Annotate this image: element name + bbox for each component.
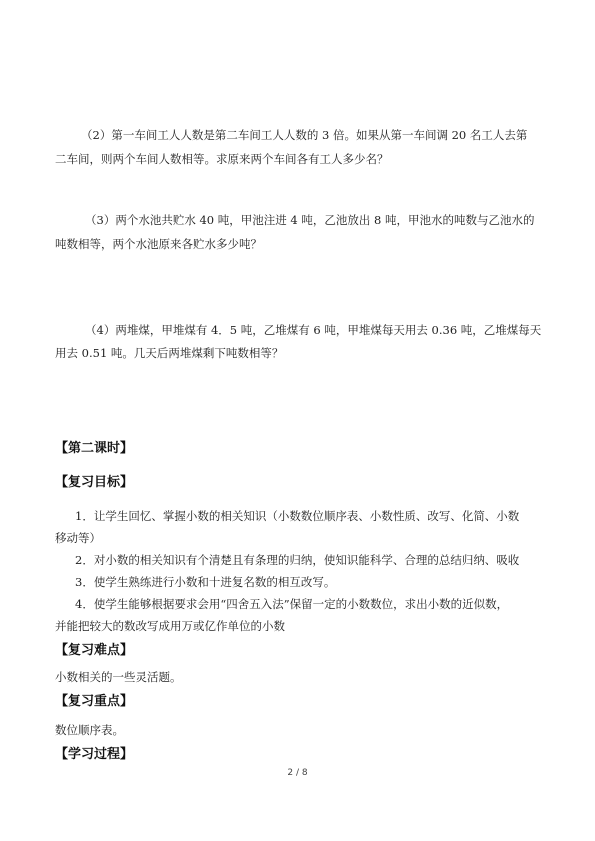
goal-item-2: 2．对小数的相关知识有个清楚且有条理的归纳，使知识能科学、合理的总结归纳、吸收 (75, 553, 520, 567)
problem-2-line-2: 二车间，则两个车间人数相等。求原来两个车间各有工人多少名？ (55, 152, 389, 166)
goals-heading: 【复习目标】 (55, 475, 134, 490)
key-points-text: 数位顺序表。 (55, 723, 124, 737)
problem-4-line-1: （4）两堆煤，甲堆煤有 4．5 吨，乙堆煤有 6 吨，甲堆煤每天用去 0.36 吨，乙堆煤每天 (85, 323, 542, 337)
problem-4-line-2: 用去 0.51 吨。几天后两堆煤剩下吨数相等？ (55, 346, 284, 360)
page-number: 2 / 8 (287, 768, 308, 778)
process-heading: 【学习过程】 (55, 747, 134, 762)
goal-item-3: 3．使学生熟练进行小数和十进复名数的相互改写。 (75, 575, 336, 589)
key-points-heading: 【复习重点】 (55, 694, 134, 709)
difficulty-heading: 【复习难点】 (55, 643, 134, 658)
goal-item-1: 1．让学生回忆、掌握小数的相关知识（小数数位顺序表、小数性质、改写、化简、小数 (75, 509, 520, 523)
goal-item-4: 4．使学生能够根据要求会用“四舍五入法”保留一定的小数数位，求出小数的近似数， (75, 597, 509, 611)
goal-item-1-cont: 移动等） (55, 531, 101, 545)
difficulty-text: 小数相关的一些灵活题。 (55, 670, 182, 684)
section-title: 【第二课时】 (55, 441, 134, 456)
problem-3-line-2: 吨数相等，两个水池原来各贮水多少吨？ (55, 237, 262, 251)
problem-2-line-1: （2）第一车间工人人数是第二车间工人人数的 3 倍。如果从第一车间调 20 名工人去第 (81, 128, 528, 142)
goal-item-4-cont: 并能把较大的数改写成用万或亿作单位的小数 (55, 619, 285, 633)
problem-3-line-1: （3）两个水池共贮水 40 吨，甲池注进 4 吨，乙池放出 8 吨，甲池水的吨数与乙池水的 (85, 213, 535, 227)
